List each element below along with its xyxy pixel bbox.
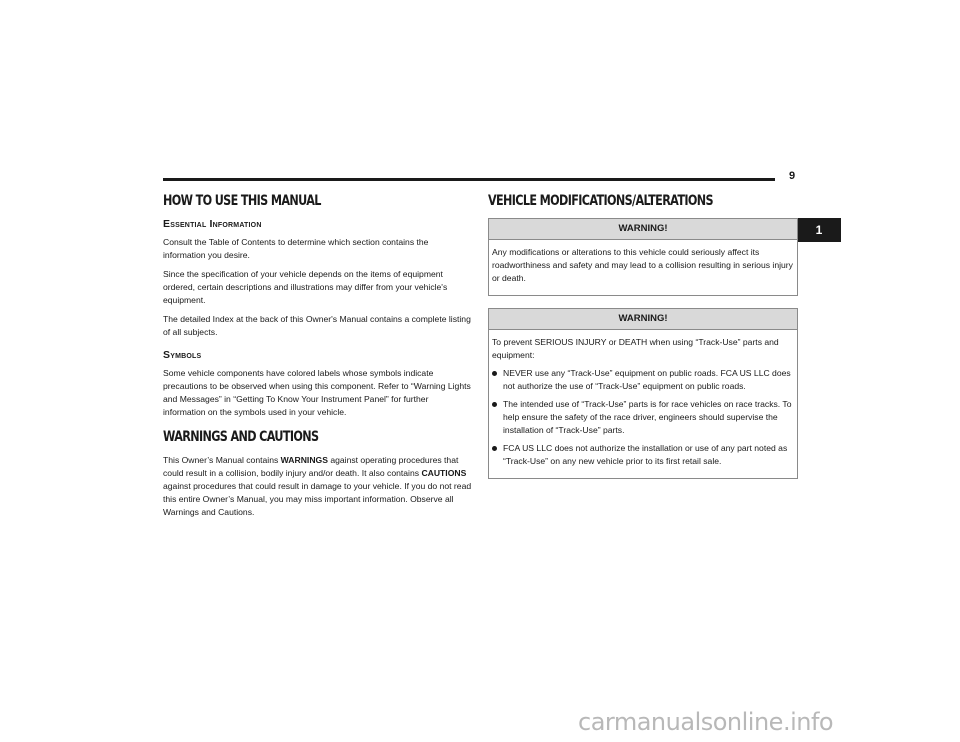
bold-warnings: WARNINGS xyxy=(280,455,328,465)
list-item: The intended use of “Track-Use” parts is for race vehicles on race tracks. To help ensure the safety of the race driver, engineers should supervise the installation of “Track-Use” parts. xyxy=(492,398,794,437)
page-number: 9 xyxy=(789,170,796,182)
bold-cautions: CAUTIONS xyxy=(421,468,467,478)
left-column xyxy=(163,193,473,525)
bullet-icon xyxy=(492,402,497,407)
right-column xyxy=(488,193,798,491)
paragraph-essential-3: The detailed Index at the back of this Owner's Manual contains a complete listing of all subjects. xyxy=(163,314,471,337)
warning-text: Any modifications or alterations to this vehicle could seriously affect its roadworthiness and safety and may lead to a collision resulting in serious injury or death. xyxy=(492,247,793,283)
chapter-tab[interactable]: 1 xyxy=(797,218,841,242)
list-item: NEVER use any “Track-Use” equipment on public roads. FCA US LLC does not authorize the use of “Track-Use” equipment on public roads. xyxy=(492,367,794,393)
warning-title: WARNING! xyxy=(489,309,797,330)
paragraph-symbols: Some vehicle components have colored labels whose symbols indicate precautions to be observed when using this component. Refer to “Warning Lights and Messages” in “Getting To Know Your Instrument Panel” for further information on the symbols used in your vehicle. xyxy=(163,368,471,417)
paragraph-essential-1: Consult the Table of Contents to determine which section contains the information you desire. xyxy=(163,237,429,260)
heading-vehicle-modifications: VEHICLE MODIFICATIONS/ALTERATIONS xyxy=(488,193,713,209)
warning-bullet-list xyxy=(492,367,794,468)
subheading-essential-information: Essential Information xyxy=(163,218,262,230)
watermark: carmanualsonline.info xyxy=(578,708,834,736)
heading-how-to-use: HOW TO USE THIS MANUAL xyxy=(163,193,321,209)
heading-warnings-cautions: WARNINGS AND CAUTIONS xyxy=(163,429,319,445)
bullet-icon xyxy=(492,371,497,376)
bullet-icon xyxy=(492,446,497,451)
warning-box-modifications xyxy=(488,218,798,296)
warning-title: WARNING! xyxy=(489,219,797,240)
header-rule xyxy=(163,178,775,181)
list-item: FCA US LLC does not authorize the installation or use of any part noted as “Track-Use” on any new vehicle prior to its first retail sale. xyxy=(492,442,794,468)
warning-intro: To prevent SERIOUS INJURY or DEATH when using “Track-Use” parts and equipment: xyxy=(492,337,779,360)
warning-box-track-use xyxy=(488,308,798,479)
subheading-symbols: Symbols xyxy=(163,349,202,361)
paragraph-essential-2: Since the specification of your vehicle depends on the items of equipment ordered, certain descriptions and illustrations may differ from your vehicle's equipment. xyxy=(163,269,448,305)
paragraph-warnings-cautions: This Owner’s Manual contains WARNINGS against operating procedures that could result in a collision, bodily injury and/or death. It also contains CAUTIONS against procedures that could result in damage to your vehicle. If you do not read this entire Owner’s Manual, you may miss important information. Observe all Warnings and Cautions. xyxy=(163,455,472,517)
